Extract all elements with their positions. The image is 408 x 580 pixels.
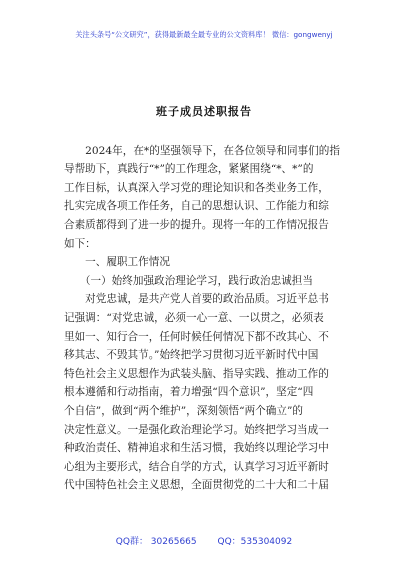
body-line: 种政治责任、精神追求和生活习惯，我始终以理论学习中	[64, 442, 329, 455]
body-line: 里如一、知行合一，任何时候任何情况下都不改其心、不	[64, 330, 329, 343]
body-line: 如下：	[64, 237, 96, 250]
body-line: 2024年，在*的坚强领导下，在各位领导和同事们的指	[64, 144, 340, 157]
body-line: 特色社会主义思想作为武装头脑、指导实践、推动工作的	[64, 367, 329, 380]
footer-qq-group: QQ群： 30265665	[115, 537, 197, 547]
document-body	[64, 123, 349, 495]
body-line: 对党忠诚，是共产党人首要的政治品质。习近平总书	[64, 293, 329, 306]
body-line: 根本遵循和行动指南，着力增强“四个意识”，坚定“四	[64, 386, 314, 399]
body-line: 工作目标，认真深入学习党的理论知识和各类业务工作，	[64, 181, 329, 194]
header-banner: 关注头条号“公文研究”，获得最新最全最专业的公文资料库！ 微信：gongwenyj	[75, 30, 333, 39]
body-line	[64, 123, 349, 142]
body-line: 代中国特色社会主义思想，全面贯彻党的二十大和二十届	[64, 479, 329, 492]
body-line: 个自信”，做到“两个维护”，深刻领悟“两个确立”的	[64, 404, 303, 417]
body-line: 决定性意义。一是强化政治理论学习。始终把学习当成一	[64, 423, 329, 436]
document-title: 班子成员述职报告	[156, 105, 252, 118]
footer-qq: QQ：535304092	[217, 537, 293, 547]
body-line: 移其志、不毁其节。”始终把学习贯彻习近平新时代中国	[64, 349, 319, 362]
body-line: 扎实完成各项工作任务，自己的思想认识、工作能力和综	[64, 200, 329, 213]
body-line: 心组为主要形式，结合自学的方式，认真学习习近平新时	[64, 460, 329, 473]
body-line: 导帮助下，真践行“*”的工作理念，紧紧围绕“*、*”的	[64, 163, 314, 176]
body-line: 合素质都得到了进一步的提升。现将一年的工作情况报告	[64, 218, 329, 231]
section-heading: 一、履职工作情况	[64, 256, 170, 269]
body-line: 记强调：“对党忠诚，必须一心一意、一以贯之，必须表	[64, 311, 324, 324]
footer-contact	[0, 534, 408, 547]
subsection-heading: （一）始终加强政治理论学习，践行政治忠诚担当	[64, 274, 313, 287]
